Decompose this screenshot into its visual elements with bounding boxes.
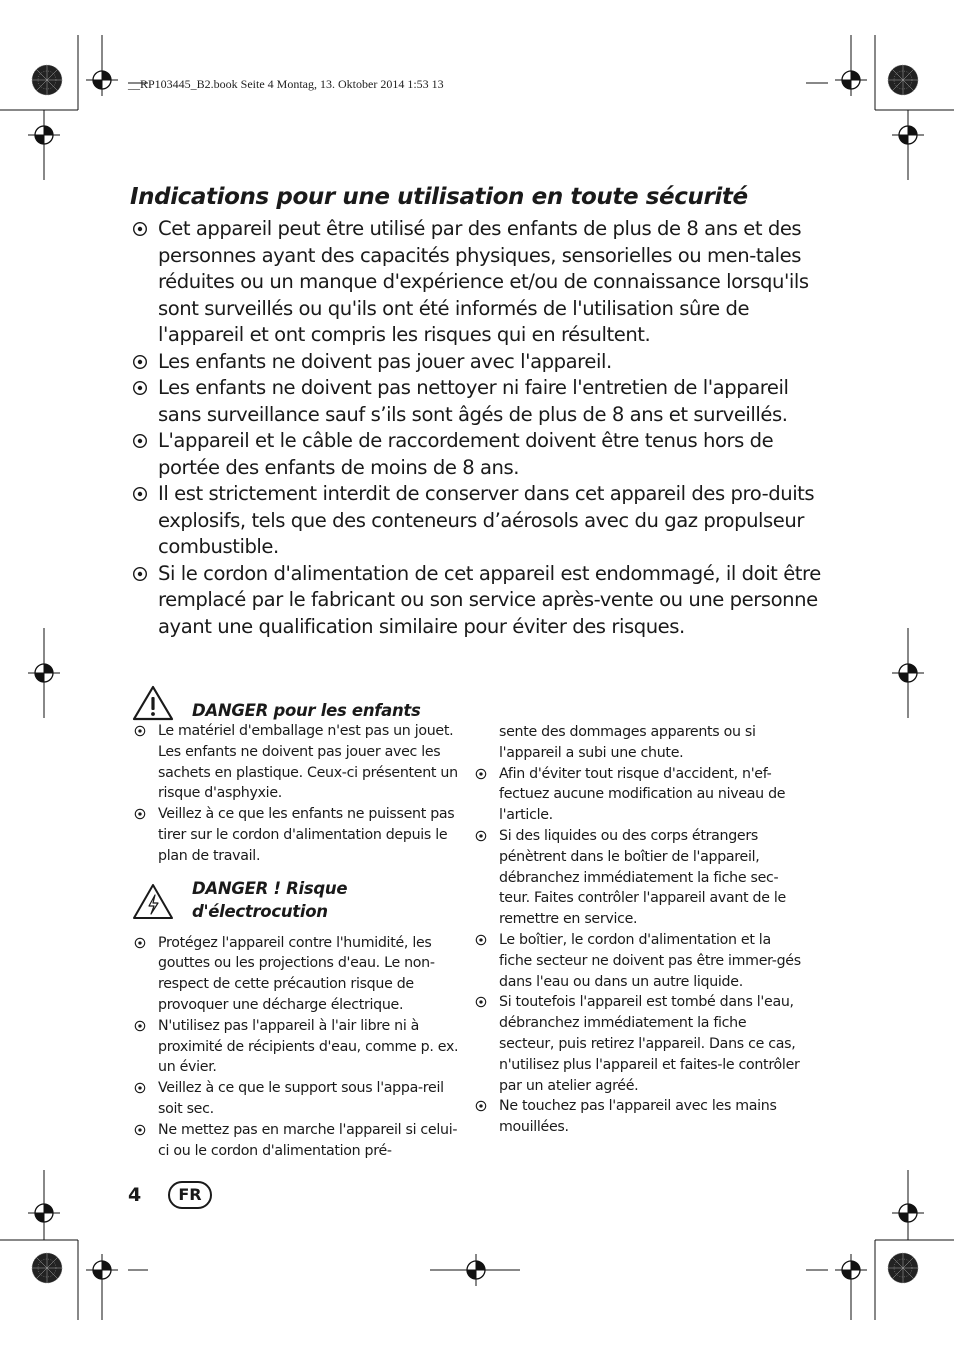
list-item-text: Si des liquides ou des corps étrangers pénètrent dans le boîtier de l'appareil, débranchez immédiatement la fiche sec-teur. Faites contrôler l'appareil avant de le remettre en service. — [499, 827, 786, 928]
circled-dot-bullet-icon — [132, 486, 148, 502]
safety-list — [132, 216, 822, 640]
list-item-text: Si toutefois l'appareil est tombé dans l'eau, débranchez immédiatement la fiche secteur, puis retirez l'appareil. Dans ce cas, n'utilisez plus l'appareil et faites-le contrôler par un atelier agréé. — [499, 994, 800, 1094]
right-column-list — [473, 764, 803, 1138]
list-item — [132, 1016, 462, 1078]
list-item-text: Si le cordon d'alimentation de cet appareil est endommagé, il doit être remplacé par le fabricant ou son service après-vente ou une personne ayant une qualification similaire pour éviter des risques. — [158, 561, 821, 638]
circled-dot-bullet-icon — [475, 768, 487, 780]
list-item — [132, 349, 822, 376]
electric-warning-title-line2: d'électrocution — [192, 901, 328, 921]
list-item — [132, 216, 822, 349]
list-item — [132, 375, 822, 428]
list-item — [132, 804, 462, 866]
list-item-text: Les enfants ne doivent pas jouer avec l'appareil. — [158, 349, 612, 373]
list-item-text: L'appareil et le câble de raccordement doivent être tenus hors de portée des enfants de moins de 8 ans. — [158, 429, 774, 479]
circled-dot-bullet-icon — [134, 725, 146, 737]
list-item — [473, 826, 803, 930]
electric-hazard-icon — [132, 883, 174, 921]
print-slug: __RP103445_B2.book Seite 4 Montag, 13. Oktober 2014 1:53 13 — [128, 77, 444, 91]
list-item-text: Il est strictement interdit de conserver dans cet appareil des pro-duits explosifs, tels que des conteneurs d’aérosols avec du gaz propulseur combustible. — [158, 482, 815, 558]
circled-dot-bullet-icon — [132, 433, 148, 449]
list-item — [132, 721, 462, 804]
electric-warning-header — [132, 879, 462, 933]
list-item — [132, 933, 462, 1016]
continued-text: sente des dommages apparents ou si l'appareil a subi une chute. — [499, 724, 756, 761]
children-warning-title: DANGER pour les enfants — [192, 701, 421, 720]
list-item-text: Afin d'éviter tout risque d'accident, n'ef-fectuez aucune modification au niveau de l'article. — [499, 765, 786, 824]
section-title: Indications pour une utilisation en toute sécurité — [130, 184, 748, 210]
list-item-text: Ne touchez pas l'appareil avec les mains mouillées. — [499, 1098, 777, 1136]
page-number: 4 — [128, 1184, 142, 1206]
list-item — [132, 561, 822, 641]
list-item-text: Ne mettez pas en marche l'appareil si celui-ci ou le cordon d'alimentation pré- — [158, 1121, 458, 1159]
circled-dot-bullet-icon — [475, 830, 487, 842]
right-column — [473, 722, 803, 1138]
circled-dot-bullet-icon — [134, 1082, 146, 1094]
children-warning-list — [132, 721, 462, 867]
circled-dot-bullet-icon — [134, 1124, 146, 1136]
list-item-text: Le boîtier, le cordon d'alimentation et la fiche secteur ne doivent pas être immer-gés dans l'eau ou dans un autre liquide. — [499, 931, 801, 990]
circled-dot-bullet-icon — [475, 1100, 487, 1112]
left-column — [132, 683, 462, 1161]
list-item-text: N'utilisez pas l'appareil à l'air libre ni à proximité de récipients d'eau, comme p. ex. un évier. — [158, 1017, 459, 1076]
list-item-text: Protégez l'appareil contre l'humidité, les gouttes ou les projections d'eau. Le non-respect de cette précaution risque de provoquer une décharge électrique. — [158, 934, 435, 1013]
language-badge: FR — [168, 1181, 212, 1209]
list-item — [132, 1078, 462, 1120]
children-warning-header — [132, 683, 462, 721]
list-item — [132, 481, 822, 561]
electric-warning-list — [132, 933, 462, 1162]
list-item-text: Cet appareil peut être utilisé par des enfants de plus de 8 ans et des personnes ayant des capacités physiques, sensorielles ou men-tales réduites ou un manque d'expérience et/ou de connaissance lorsqu'ils sont surveillés ou qu'ils ont été informés de l'utilisation sûre de l'appareil et ont compris les risques qui en résultent. — [158, 217, 809, 346]
circled-dot-bullet-icon — [132, 354, 148, 370]
warning-triangle-icon — [132, 685, 174, 721]
circled-dot-bullet-icon — [134, 808, 146, 820]
circled-dot-bullet-icon — [132, 380, 148, 396]
list-item-text: Veillez à ce que les enfants ne puissent pas tirer sur le cordon d'alimentation depuis le plan de travail. — [158, 806, 455, 864]
list-item — [132, 428, 822, 481]
circled-dot-bullet-icon — [475, 934, 487, 946]
electric-warning-title-line1: DANGER ! Risque — [192, 878, 348, 898]
circled-dot-bullet-icon — [134, 937, 146, 949]
circled-dot-bullet-icon — [132, 221, 148, 237]
list-item-text: Veillez à ce que le support sous l'appa-reil soit sec. — [158, 1080, 444, 1117]
list-item-text: Les enfants ne doivent pas nettoyer ni faire l'entretien de l'appareil sans surveillance sauf s’ils sont âgés de plus de 8 ans et surveillés. — [158, 376, 789, 426]
circled-dot-bullet-icon — [132, 566, 148, 582]
list-item — [473, 992, 803, 1096]
circled-dot-bullet-icon — [475, 996, 487, 1008]
electric-warning-title — [192, 877, 347, 923]
circled-dot-bullet-icon — [134, 1020, 146, 1032]
list-item — [473, 764, 803, 826]
list-item — [473, 1096, 803, 1138]
list-item-text: Le matériel d'emballage n'est pas un jouet. Les enfants ne doivent pas jouer avec les sachets en plastique. Ceux-ci présentent un risque d'asphyxie. — [158, 723, 458, 802]
list-item — [473, 930, 803, 992]
list-item — [132, 1120, 462, 1162]
